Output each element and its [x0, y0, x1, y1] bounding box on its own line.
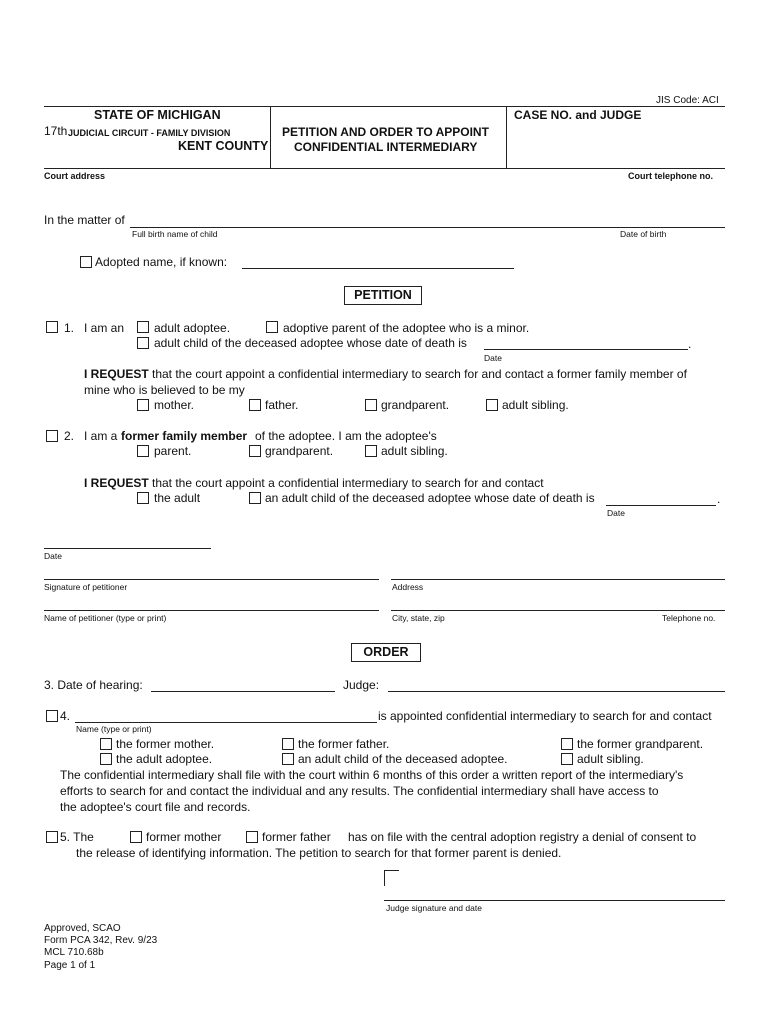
- signature-field[interactable]: [44, 579, 379, 580]
- address-field[interactable]: [391, 579, 725, 580]
- request2-bold: I REQUEST: [84, 476, 149, 490]
- judge-signature-label: Judge signature and date: [386, 903, 482, 913]
- request1-text2: mine who is believed to be my: [84, 383, 245, 397]
- parent-label: parent.: [154, 444, 192, 458]
- item4-text: is appointed confidential intermediary to search for and contact: [378, 709, 712, 723]
- adult-sibling-checkbox[interactable]: [486, 399, 498, 411]
- order-heading: ORDER: [351, 643, 421, 662]
- date-label-2: Date: [607, 508, 625, 518]
- city-state-zip-field[interactable]: [391, 610, 725, 611]
- item2-lead: I am a: [84, 429, 118, 443]
- father-label: father.: [265, 398, 299, 412]
- adult-sibling2-checkbox[interactable]: [365, 445, 377, 457]
- item5-former-mother-label: former mother: [146, 830, 222, 844]
- petitioner-name-field[interactable]: [44, 610, 379, 611]
- adult-child-deceased-order-label: an adult child of the deceased adoptee.: [298, 752, 508, 766]
- period-1: .: [688, 337, 692, 351]
- case-no-label: CASE NO. and JUDGE: [514, 108, 642, 122]
- footer-form: Form PCA 342, Rev. 9/23: [44, 935, 158, 946]
- father-checkbox[interactable]: [249, 399, 261, 411]
- court-address-label: Court address: [44, 171, 106, 181]
- petition-date-label: Date: [44, 551, 62, 561]
- name-type-print-label: Name (type or print): [76, 724, 152, 734]
- adoptive-parent-checkbox[interactable]: [266, 321, 278, 333]
- item5-former-mother-checkbox[interactable]: [130, 831, 142, 843]
- adult-sibling-order-label: adult sibling.: [577, 752, 644, 766]
- header-divider-2: [506, 106, 507, 168]
- order-paragraph-line2: efforts to search for and contact the individual and any results. The confidential intermediary shall have access to: [60, 784, 659, 798]
- request1-bold: I REQUEST: [84, 367, 149, 381]
- order-paragraph-line3: the adoptee's court file and records.: [60, 800, 251, 814]
- date-label-1: Date: [484, 353, 502, 363]
- order-paragraph-line1: The confidential intermediary shall file with the court within 6 months of this order a written report of the intermediary's: [60, 768, 684, 782]
- judge-field[interactable]: [388, 691, 725, 692]
- item5-number: 5. The: [60, 830, 94, 844]
- judge-label: Judge:: [343, 678, 380, 692]
- item1-lead: I am an: [84, 321, 125, 335]
- date-of-birth-label: Date of birth: [620, 229, 667, 239]
- petition-heading: PETITION: [344, 286, 422, 305]
- adult-child-deceased-order-checkbox[interactable]: [282, 753, 294, 765]
- form-title-line2: CONFIDENTIAL INTERMEDIARY: [294, 140, 478, 154]
- child-name-field[interactable]: [130, 227, 725, 228]
- former-mother-checkbox[interactable]: [100, 738, 112, 750]
- hearing-date-field[interactable]: [151, 691, 335, 692]
- adult-sibling-order-checkbox[interactable]: [561, 753, 573, 765]
- request1-text: that the court appoint a confidential intermediary to search for and contact a former family member of: [152, 367, 687, 381]
- circuit-text: JUDICIAL CIRCUIT - FAMILY DIVISION: [68, 128, 231, 138]
- footer-page: Page 1 of 1: [44, 960, 96, 971]
- judge-signature-corner-h: [384, 870, 399, 871]
- adopted-name-field[interactable]: [242, 268, 514, 269]
- former-father-label: the former father.: [298, 737, 390, 751]
- mother-checkbox[interactable]: [137, 399, 149, 411]
- grandparent-checkbox[interactable]: [365, 399, 377, 411]
- item4-number: 4.: [60, 709, 71, 723]
- state-title: STATE OF MICHIGAN: [94, 108, 221, 122]
- header-divider-1: [270, 106, 271, 168]
- adult-child-deceased-checkbox[interactable]: [137, 337, 149, 349]
- petitioner-name-label: Name of petitioner (type or print): [44, 613, 167, 623]
- adult-adoptee-order-checkbox[interactable]: [100, 753, 112, 765]
- item3-hearing-label: 3. Date of hearing:: [44, 678, 143, 692]
- item2-number: 2.: [64, 429, 75, 443]
- telephone-label: Telephone no.: [662, 613, 716, 623]
- grandparent-label: grandparent.: [381, 398, 450, 412]
- adult-sibling-label: adult sibling.: [502, 398, 569, 412]
- header-top-rule: [44, 106, 725, 107]
- city-state-zip-label: City, state, zip: [392, 613, 445, 623]
- period-2: .: [717, 492, 721, 506]
- date-of-death-field-2[interactable]: [606, 505, 716, 506]
- adult-child-deceased2-checkbox[interactable]: [249, 492, 261, 504]
- signature-label: Signature of petitioner: [44, 582, 128, 592]
- item4-checkbox[interactable]: [46, 710, 58, 722]
- former-father-checkbox[interactable]: [282, 738, 294, 750]
- header-bottom-rule: [44, 168, 725, 169]
- item5-checkbox[interactable]: [46, 831, 58, 843]
- item1-checkbox[interactable]: [46, 321, 58, 333]
- adult-sibling2-label: adult sibling.: [381, 444, 448, 458]
- adopted-name-label: Adopted name, if known:: [95, 255, 228, 269]
- judge-signature-field[interactable]: [384, 900, 725, 901]
- grandparent2-label: grandparent.: [265, 444, 334, 458]
- former-grandparent-label: the former grandparent.: [577, 737, 704, 751]
- address-label: Address: [392, 582, 424, 592]
- footer-mcl: MCL 710.68b: [44, 947, 104, 958]
- petition-date-field[interactable]: [44, 548, 211, 549]
- item2-checkbox[interactable]: [46, 430, 58, 442]
- item5-former-father-checkbox[interactable]: [246, 831, 258, 843]
- adult-adoptee-label: adult adoptee.: [154, 321, 231, 335]
- form-title-line1: PETITION AND ORDER TO APPOINT: [282, 125, 489, 139]
- request2-text: that the court appoint a confidential intermediary to search for and contact: [152, 476, 544, 490]
- adopted-name-checkbox[interactable]: [80, 256, 92, 268]
- the-adult-label: the adult: [154, 491, 201, 505]
- court-telephone-label: Court telephone no.: [628, 171, 713, 181]
- circuit-number: 17th: [44, 124, 68, 138]
- mother-label: mother.: [154, 398, 195, 412]
- date-of-death-field-1[interactable]: [484, 349, 688, 350]
- judge-signature-corner-v: [384, 870, 385, 886]
- former-grandparent-checkbox[interactable]: [561, 738, 573, 750]
- item2-text: of the adoptee. I am the adoptee's: [255, 429, 437, 443]
- in-the-matter-of-label: In the matter of: [44, 213, 125, 227]
- adult-child-deceased-label: adult child of the deceased adoptee whose date of death is: [154, 336, 467, 350]
- item5-text2: the release of identifying information. The petition to search for that former parent is denied.: [76, 846, 562, 860]
- adult-child-deceased2-label: an adult child of the deceased adoptee whose date of death is: [265, 491, 595, 505]
- item5-former-father-label: former father: [262, 830, 331, 844]
- adult-adoptee-checkbox[interactable]: [137, 321, 149, 333]
- jis-code: JIS Code: ACI: [656, 95, 719, 106]
- item5-text: has on file with the central adoption registry a denial of consent to: [348, 830, 697, 844]
- item2-bold: former family member: [121, 429, 248, 443]
- the-adult-checkbox[interactable]: [137, 492, 149, 504]
- adoptive-parent-label: adoptive parent of the adoptee who is a minor.: [283, 321, 530, 335]
- footer-approved: Approved, SCAO: [44, 923, 121, 934]
- county-title: KENT COUNTY: [178, 139, 269, 153]
- intermediary-name-field[interactable]: [75, 722, 377, 723]
- former-mother-label: the former mother.: [116, 737, 215, 751]
- item1-number: 1.: [64, 321, 75, 335]
- parent-checkbox[interactable]: [137, 445, 149, 457]
- full-birth-name-label: Full birth name of child: [132, 229, 218, 239]
- grandparent2-checkbox[interactable]: [249, 445, 261, 457]
- adult-adoptee-order-label: the adult adoptee.: [116, 752, 213, 766]
